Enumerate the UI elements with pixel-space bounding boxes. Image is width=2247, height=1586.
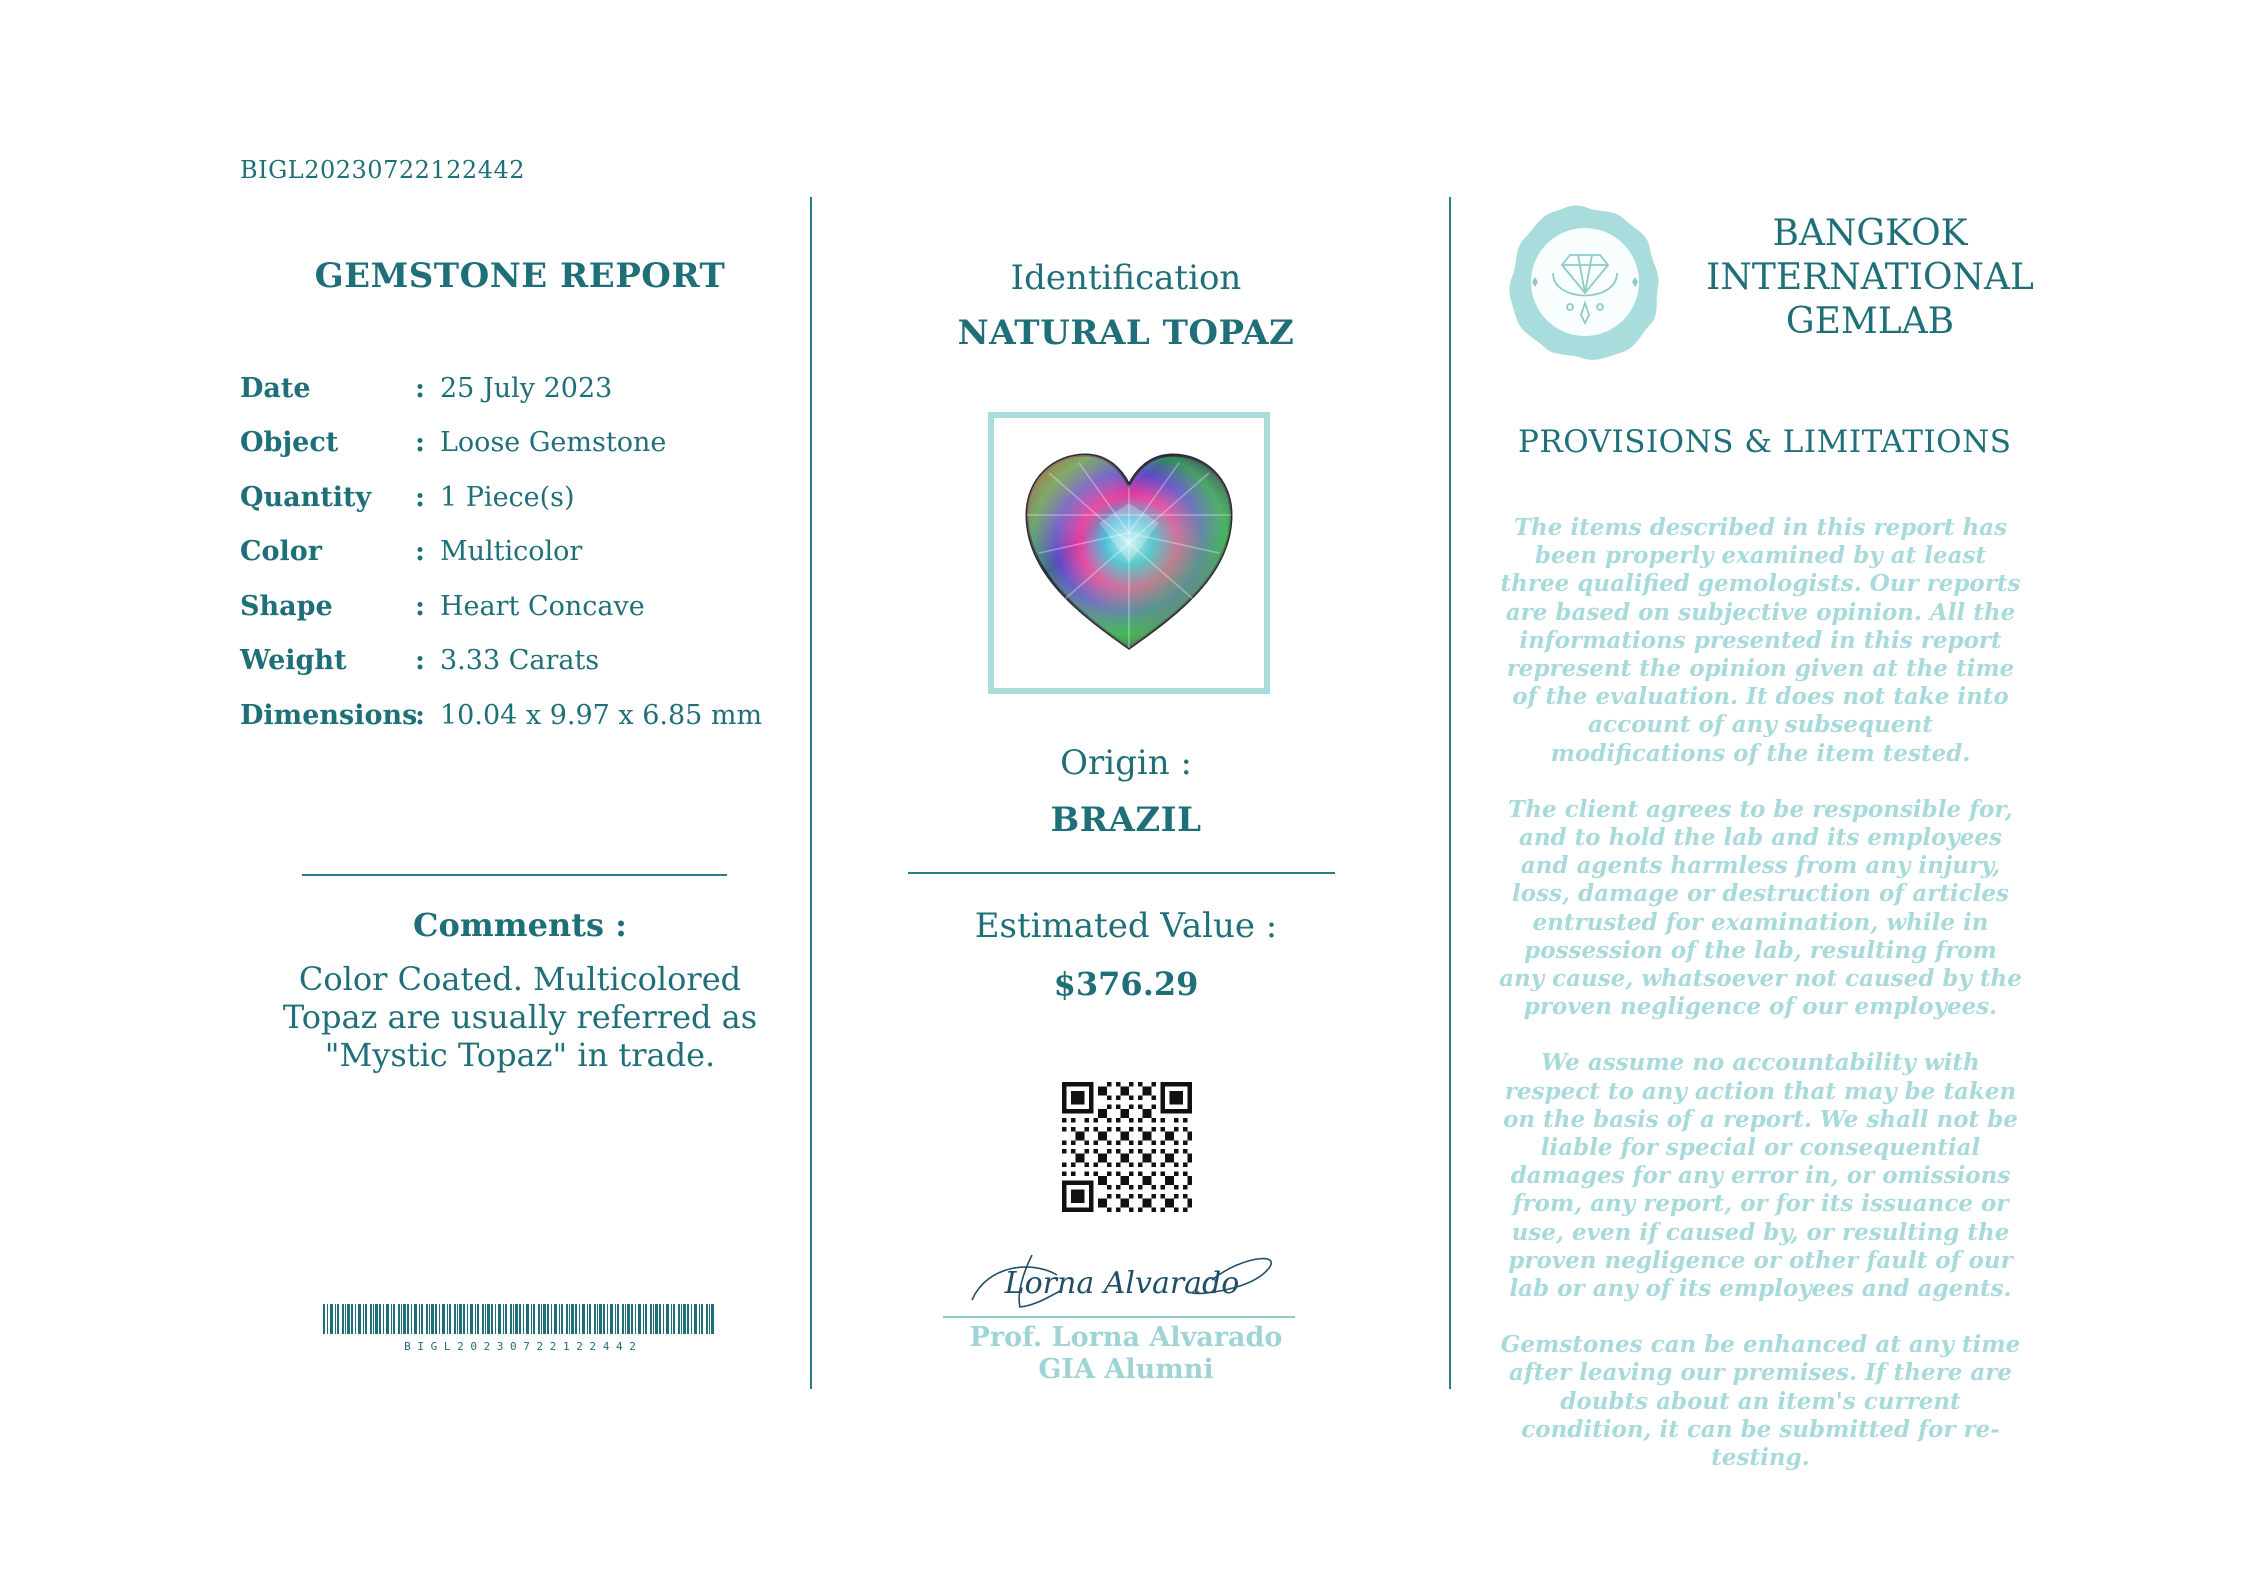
- qr-code-icon[interactable]: [1062, 1082, 1192, 1212]
- field-value: 3.33 Carats: [440, 644, 600, 676]
- provision-paragraph: We assume no accountability with respect to any action that may be taken on the basis of a report. We shall not be liable for special or consequential damages for any error in, or omissions from, any report, or for its issuance or use, even if caused by, or resulting the proven negligence or other fault of our lab or any of its employees and agents.: [1503, 1049, 2018, 1303]
- gemstone-heart-icon: [1019, 443, 1239, 663]
- lab-name-line: INTERNATIONAL: [1706, 257, 2034, 298]
- field-colon: :: [415, 699, 425, 731]
- comments-title: Comments :: [413, 906, 627, 944]
- column-divider-right: [1449, 197, 1451, 1389]
- field-colon: :: [415, 590, 425, 622]
- origin-value: BRAZIL: [1050, 800, 1202, 840]
- comments-text: Color Coated. Multicolored Topaz are usually referred as "Mystic Topaz" in trade.: [282, 960, 758, 1074]
- field-row-weight: [240, 640, 599, 680]
- field-value: 25 July 2023: [440, 372, 613, 404]
- field-colon: :: [415, 372, 425, 404]
- field-label: Dimensions: [240, 699, 418, 731]
- field-label: Weight: [240, 644, 347, 676]
- provision-paragraph: Gemstones can be enhanced at any time after leaving our premises. If there are doubts about an item's current condition, it can be submitted for re-testing.: [1500, 1331, 2021, 1472]
- provisions-text: [1498, 514, 2023, 1500]
- estimated-value-label: Estimated Value :: [974, 906, 1278, 946]
- origin-label: Origin :: [1060, 743, 1192, 783]
- value-divider: [908, 872, 1335, 874]
- field-label: Color: [240, 535, 322, 567]
- field-value: 1 Piece(s): [440, 481, 575, 513]
- field-value: 10.04 x 9.97 x 6.85 mm: [440, 699, 763, 731]
- lab-name: [1700, 212, 2040, 344]
- field-value: Loose Gemstone: [440, 426, 667, 458]
- gem-photo-frame: [988, 412, 1270, 694]
- provision-paragraph: The items described in this report has been properly examined by at least three qualified gemologists. Our reports are based on subjective opinion. All the informations presented in this report represent the opinion given at the time of the evaluation. It does not take into account of any subsequent modifications of the item tested.: [1500, 514, 2021, 767]
- barcode-text: B I G L 2 0 2 3 0 7 2 2 1 2 2 4 4 2: [404, 1340, 636, 1352]
- field-colon: :: [415, 481, 425, 513]
- lab-seal-logo: [1508, 203, 1663, 361]
- field-value: Multicolor: [440, 535, 583, 567]
- field-row-dimensions: [240, 695, 762, 735]
- field-colon: :: [415, 644, 425, 676]
- identification-value: NATURAL TOPAZ: [957, 313, 1295, 353]
- field-row-object: [240, 422, 666, 462]
- report-id: BIGL20230722122442: [240, 156, 525, 184]
- signer-name: Prof. Lorna Alvarado: [969, 1322, 1283, 1353]
- signer-title: GIA Alumni: [1038, 1354, 1214, 1385]
- estimated-value-amount: $376.29: [1053, 965, 1199, 1003]
- field-row-shape: [240, 586, 645, 626]
- field-label: Object: [240, 426, 339, 458]
- identification-label: Identification: [1010, 258, 1242, 298]
- field-row-date: [240, 368, 612, 408]
- field-label: Shape: [240, 590, 333, 622]
- provision-paragraph: The client agrees to be responsible for, and to hold the lab and its employees and agents harmless from any injury, loss, damage or destruction of articles entrusted for examination, while in possession of the lab, resulting from any cause, whatsoever not caused by the proven negligence of our employees.: [1499, 795, 2022, 1021]
- signature-line: [943, 1316, 1295, 1318]
- report-title: GEMSTONE REPORT: [314, 256, 726, 296]
- provisions-title: PROVISIONS & LIMITATIONS: [1518, 424, 2012, 460]
- lab-name-line: GEMLAB: [1785, 301, 1955, 342]
- field-row-quantity: [240, 477, 575, 517]
- barcode-icon: [323, 1304, 717, 1352]
- field-label: Quantity: [240, 481, 372, 513]
- field-colon: :: [415, 535, 425, 567]
- comments-divider: [302, 874, 727, 876]
- field-row-color: [240, 531, 582, 571]
- signature-script: Lorna Alvarado: [1004, 1266, 1240, 1301]
- lab-name-line: BANGKOK: [1772, 213, 1968, 254]
- column-divider-left: [810, 197, 812, 1389]
- field-label: Date: [240, 372, 311, 404]
- field-value: Heart Concave: [440, 590, 645, 622]
- signature-icon: [962, 1245, 1292, 1315]
- field-colon: :: [415, 426, 425, 458]
